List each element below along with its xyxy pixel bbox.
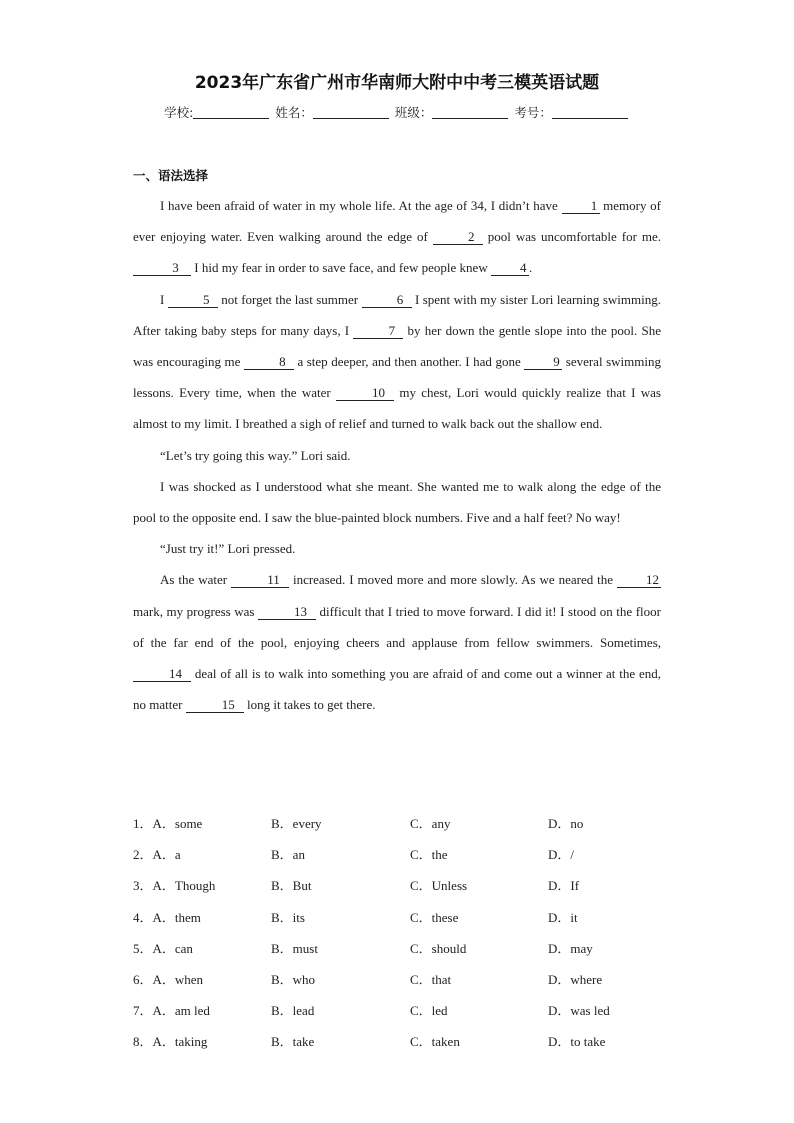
option-c[interactable]: C．any — [410, 816, 451, 831]
paragraph-3: “Let’s try going this way.” Lori said. — [160, 447, 351, 463]
text: memory of ever enjoying water. Even walking around the edge of — [133, 198, 661, 245]
question-row-2 — [133, 847, 693, 878]
option-b[interactable]: B．an — [271, 847, 305, 863]
blank-9: 9 — [524, 355, 562, 370]
option-a[interactable]: 6．A．when — [133, 971, 204, 987]
paragraph-6 — [133, 564, 661, 720]
blank-8: 8 — [244, 355, 294, 370]
paragraph-1 — [133, 190, 661, 284]
question-row-7 — [133, 1003, 693, 1034]
name-blank[interactable] — [313, 106, 389, 119]
option-a[interactable]: 3．A．Though — [133, 878, 216, 894]
text: increased. I moved more and more slowly. As we neared the — [289, 572, 617, 588]
option-b[interactable]: B．every — [271, 816, 322, 831]
text: not forget the last summer — [217, 291, 362, 307]
text: I — [160, 291, 168, 307]
text: deal of all is to walk into something you are afraid of and come out a winner at the end, no matter — [133, 666, 661, 713]
school-label: 学校: — [164, 105, 194, 120]
blank-12: 12 — [617, 573, 661, 588]
option-d[interactable]: D．/ — [548, 847, 575, 863]
blank-15: 15 — [186, 698, 244, 713]
option-a[interactable]: 2．A．a — [133, 847, 181, 863]
text: my chest, Lori would quickly realize that I was almost to my limit. I breathed a sigh of relief and turned to walk back out the shallow end. — [133, 385, 661, 432]
school-blank[interactable] — [193, 106, 269, 119]
paragraph-2 — [133, 284, 661, 440]
section-heading: 一、语法选择 — [133, 168, 209, 183]
option-b[interactable]: B．its — [271, 909, 305, 925]
option-b[interactable]: B．lead — [271, 1003, 315, 1019]
blank-3: 3 — [133, 261, 191, 276]
option-a[interactable]: 4．A．them — [133, 909, 201, 925]
option-d[interactable]: D．no — [548, 816, 584, 831]
question-row-6 — [133, 972, 693, 1003]
option-c[interactable]: C．that — [410, 971, 452, 987]
option-a[interactable]: 1．A．some — [133, 816, 203, 831]
paragraph-4: I was shocked as I understood what she meant. She wanted me to walk along the edge of the pool to the opposite end. I saw the blue-painted block numbers. Five and a half feet? No way! — [133, 478, 661, 526]
blank-13: 13 — [258, 605, 316, 620]
text: . — [528, 260, 533, 276]
text: difficult that I tried to move forward. I did it! I stood on the floor of the far end of the pool, enjoying cheers and applause from fellow swimmers. Sometimes, — [133, 603, 661, 650]
question-row-8 — [133, 1034, 693, 1065]
exam-number-blank[interactable] — [552, 106, 628, 119]
text: As the water — [160, 572, 232, 588]
paragraph-5: “Just try it!” Lori pressed. — [160, 541, 296, 557]
option-d[interactable]: D．may — [548, 940, 593, 956]
option-d[interactable]: D．it — [548, 909, 578, 925]
blank-7: 7 — [353, 324, 403, 339]
option-c[interactable]: C．should — [410, 940, 467, 956]
blank-1: 1 — [562, 199, 600, 214]
page-title: 2023年广东省广州市华南师大附中中考三模英语试题 — [194, 73, 600, 93]
text: long it takes to get there. — [243, 697, 376, 713]
text: several swimming lessons. Every time, when the water — [133, 354, 661, 401]
option-b[interactable]: B．must — [271, 940, 318, 956]
option-d[interactable]: D．was led — [548, 1003, 610, 1019]
option-a[interactable]: 8．A．taking — [133, 1034, 208, 1050]
blank-2: 2 — [433, 230, 483, 245]
option-a[interactable]: 7．A．am led — [133, 1003, 210, 1019]
blank-11: 11 — [231, 573, 289, 588]
blank-14: 14 — [133, 667, 191, 682]
blank-10: 10 — [336, 386, 394, 401]
text: I have been afraid of water in my whole life. At the age of 34, I didn’t have — [160, 198, 562, 213]
option-b[interactable]: B．But — [271, 878, 312, 894]
class-blank[interactable] — [432, 106, 508, 119]
text: by her down the gentle slope into the pool. She was encouraging me — [133, 322, 662, 370]
text: I spent with my sister Lori learning swimming. After taking baby steps for many days, I — [133, 291, 661, 338]
option-a[interactable]: 5．A．can — [133, 940, 193, 956]
text: a step deeper, and then another. I had gone — [293, 354, 525, 370]
option-c[interactable]: C．the — [410, 847, 448, 863]
text: I hid my fear in order to save face, and few people knew — [191, 260, 491, 276]
option-c[interactable]: C．led — [410, 1003, 448, 1019]
option-c[interactable]: C．these — [410, 909, 459, 925]
text: mark, my progress was — [133, 603, 259, 619]
name-label: 姓名： — [275, 105, 313, 120]
option-b[interactable]: B．take — [271, 1034, 315, 1050]
blank-4: 4 — [491, 261, 529, 276]
blank-5: 5 — [168, 293, 218, 308]
question-row-4 — [133, 910, 693, 941]
question-row-5 — [133, 941, 693, 972]
option-d[interactable]: D．where — [548, 971, 603, 987]
reading-passage — [133, 190, 661, 720]
exam-number-label: 考号： — [514, 105, 552, 120]
options-list — [133, 816, 693, 1066]
option-d[interactable]: D．to take — [548, 1034, 606, 1050]
option-c[interactable]: C．Unless — [410, 878, 468, 894]
question-row-3 — [133, 878, 693, 909]
option-d[interactable]: D．If — [548, 878, 580, 894]
text: pool was uncomfortable for me. — [482, 229, 661, 245]
class-label: 班级： — [394, 105, 433, 120]
question-row-1 — [133, 816, 693, 847]
student-info-line — [0, 103, 794, 121]
blank-6: 6 — [362, 293, 412, 308]
option-c[interactable]: C．taken — [410, 1034, 460, 1050]
option-b[interactable]: B．who — [271, 971, 316, 987]
